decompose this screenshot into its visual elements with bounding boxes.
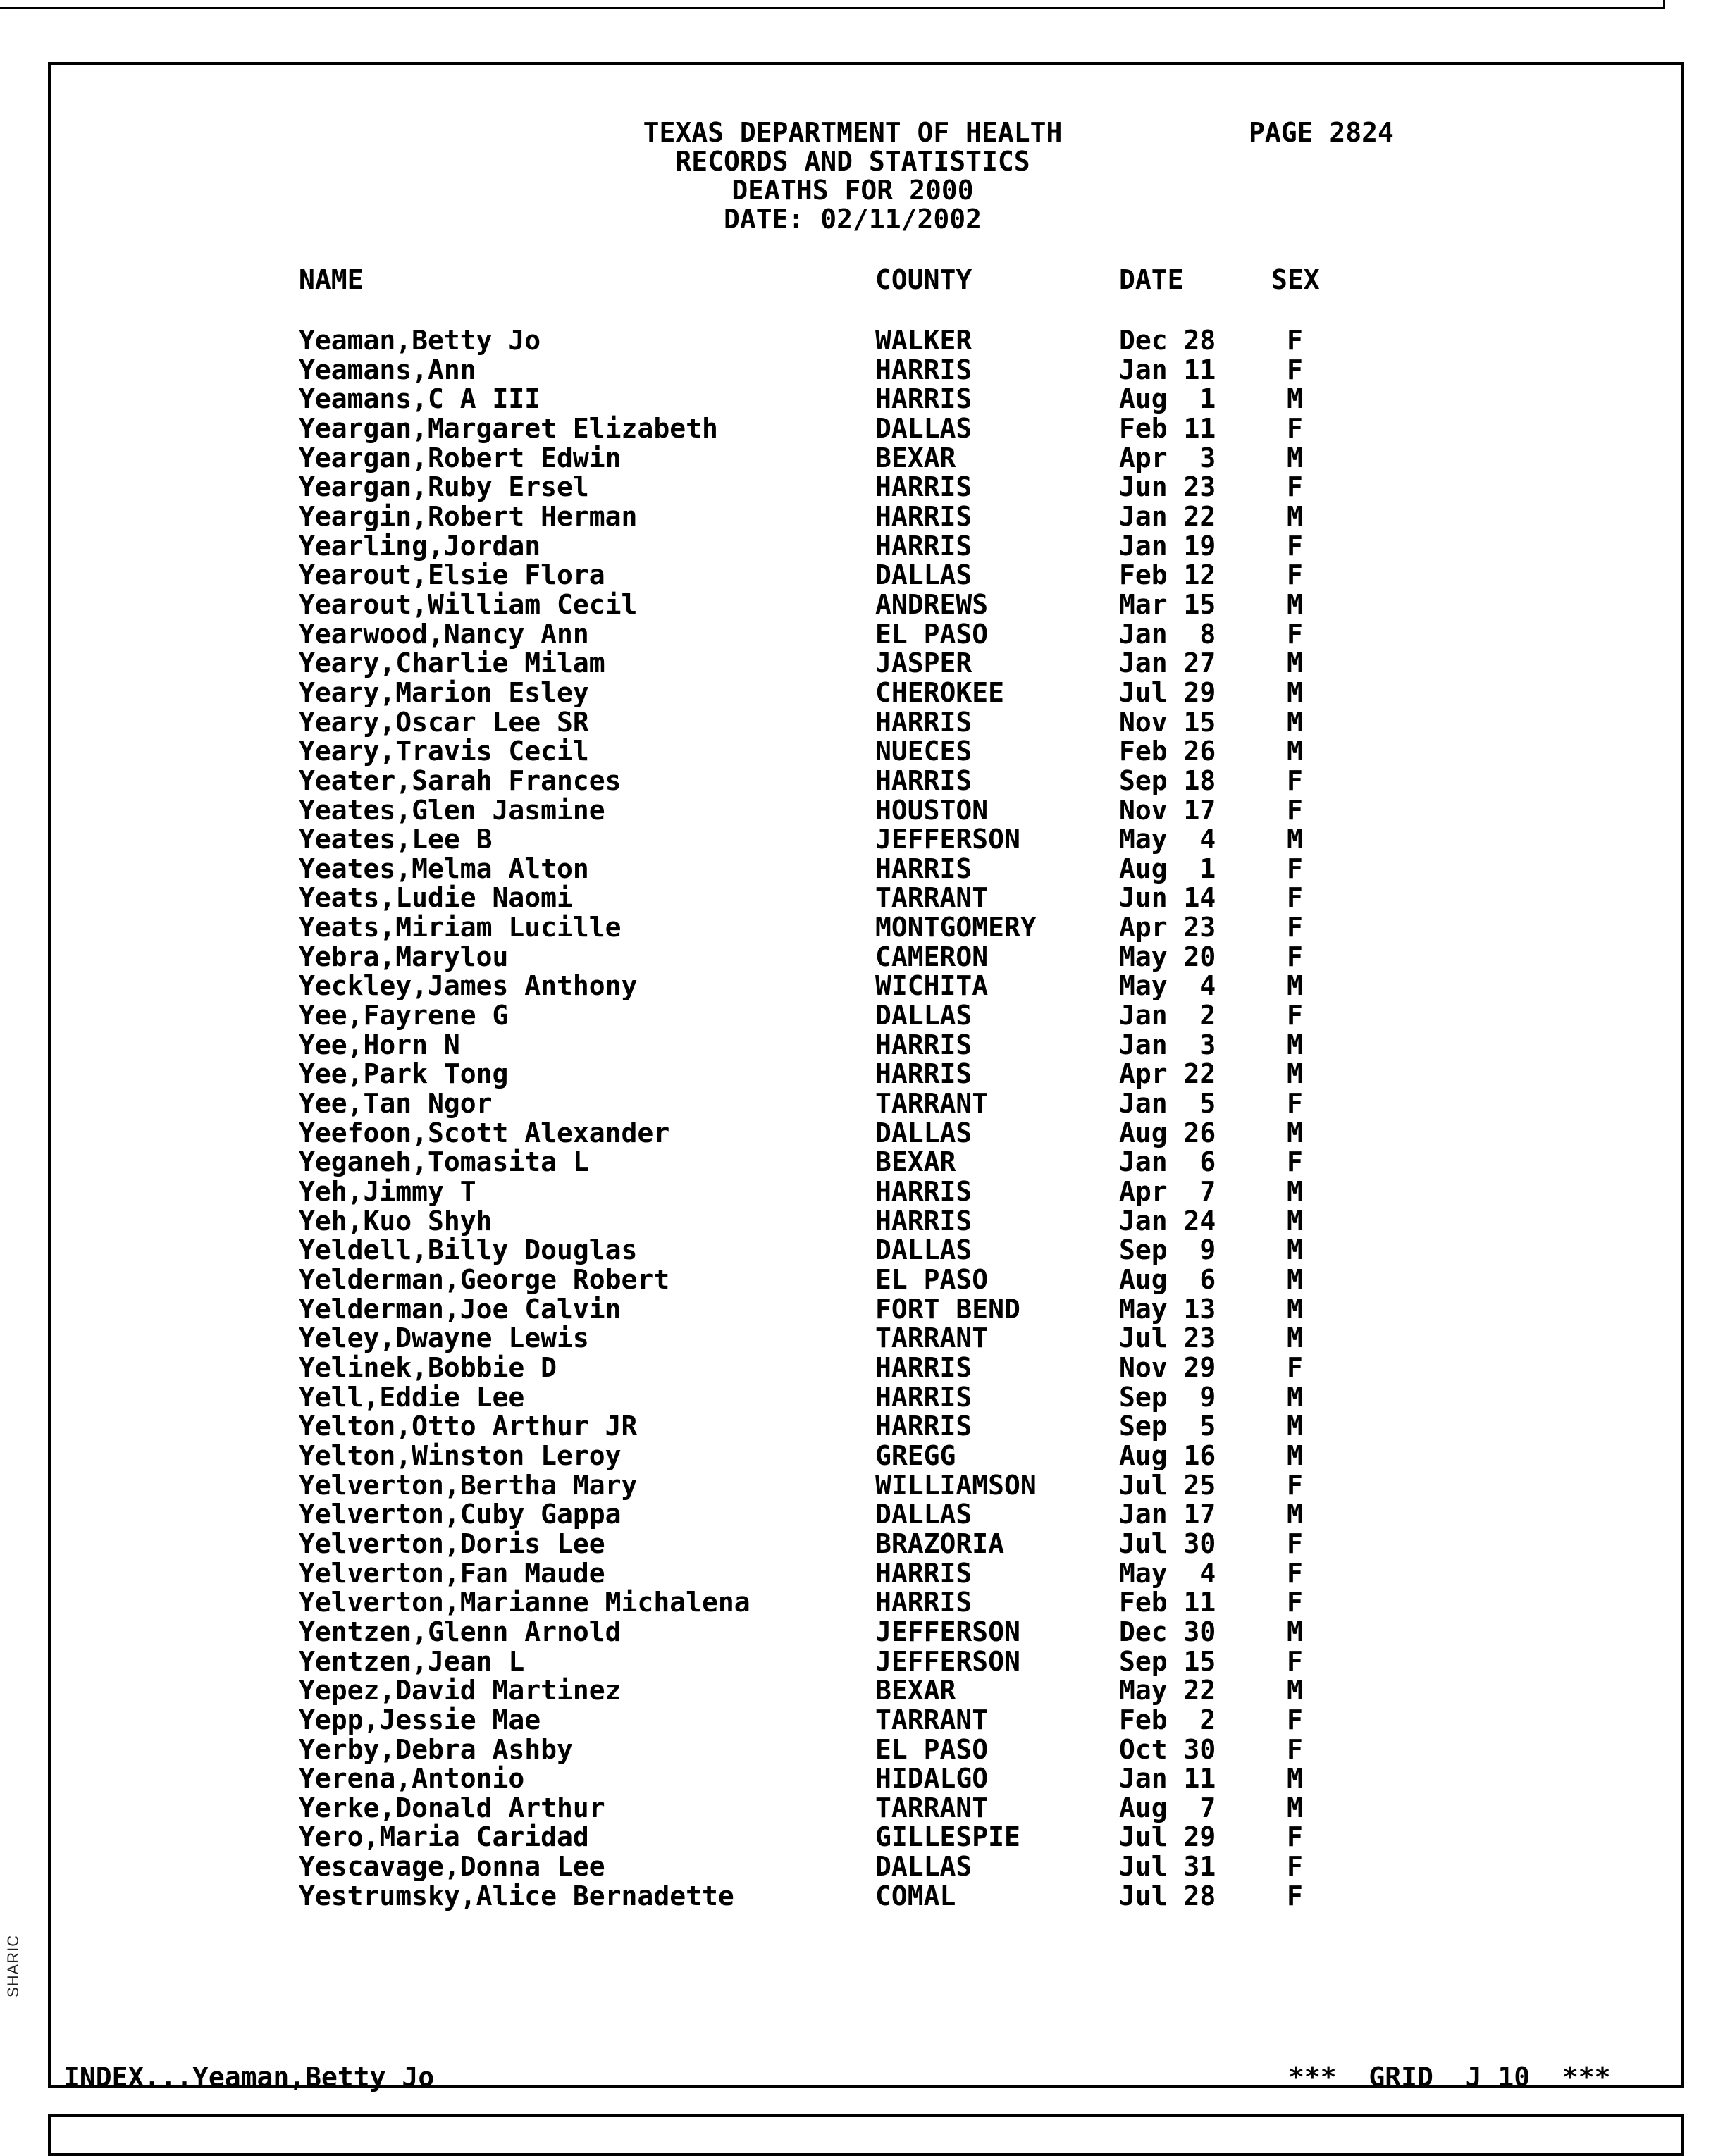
record-sex: F: [1287, 325, 1303, 356]
record-date: Jan 8: [1119, 618, 1216, 650]
list-item: [0, 972, 1711, 1001]
list-item: [0, 1706, 1711, 1735]
column-header-date: DATE: [1119, 264, 1184, 295]
record-date: Apr 7: [1119, 1176, 1216, 1208]
header-division: RECORDS AND STATISTICS: [675, 146, 1030, 177]
record-sex: M: [1287, 1176, 1303, 1208]
record-date: Jan 6: [1119, 1146, 1216, 1178]
column-header-county: COUNTY: [875, 264, 972, 295]
record-name: Yee,Fayrene G: [299, 1000, 509, 1031]
record-county: BEXAR: [875, 1146, 956, 1178]
record-date: Feb 2: [1119, 1704, 1216, 1735]
list-item: [0, 1588, 1711, 1618]
record-sex: M: [1287, 824, 1303, 855]
record-name: Yelinek,Bobbie D: [299, 1351, 557, 1383]
record-name: Yepp,Jessie Mae: [299, 1704, 541, 1735]
record-sex: F: [1287, 764, 1303, 796]
header-report-date: DATE: 02/11/2002: [723, 204, 982, 235]
record-name: Yelton,Otto Arthur JR: [299, 1411, 638, 1442]
record-sex: M: [1287, 736, 1303, 767]
list-item: [0, 502, 1711, 532]
list-item: [0, 1089, 1711, 1119]
list-item: [0, 1383, 1711, 1413]
record-date: Apr 3: [1119, 442, 1216, 473]
record-name: Yeates,Glen Jasmine: [299, 794, 605, 826]
record-sex: M: [1287, 1439, 1303, 1471]
record-date: Jan 22: [1119, 500, 1216, 532]
record-date: Jan 11: [1119, 354, 1216, 385]
record-name: Yeary,Charlie Milam: [299, 648, 605, 679]
record-name: Yeley,Dwayne Lewis: [299, 1322, 589, 1354]
record-date: Aug 1: [1119, 853, 1216, 884]
list-item: [0, 1001, 1711, 1031]
record-county: DALLAS: [875, 1234, 972, 1266]
grid-reference: *** GRID J 10 ***: [1288, 2062, 1611, 2093]
record-county: HARRIS: [875, 706, 972, 738]
list-item: [0, 1764, 1711, 1794]
record-name: Yelderman,George Robert: [299, 1264, 670, 1295]
record-name: Yearout,William Cecil: [299, 588, 638, 620]
record-date: Jun 23: [1119, 471, 1216, 503]
record-county: TARRANT: [875, 882, 989, 914]
record-county: JEFFERSON: [875, 1645, 1020, 1677]
list-item: [0, 1060, 1711, 1089]
record-county: HARRIS: [875, 1205, 972, 1237]
record-date: Jan 3: [1119, 1029, 1216, 1060]
record-sex: F: [1287, 1821, 1303, 1853]
record-sex: M: [1287, 1381, 1303, 1413]
record-county: DALLAS: [875, 1499, 972, 1530]
record-county: CHEROKEE: [875, 676, 1005, 708]
record-name: Yeamans,C A III: [299, 383, 541, 415]
record-name: Yearling,Jordan: [299, 530, 541, 562]
record-county: WILLIAMSON: [875, 1469, 1037, 1501]
record-date: Jan 2: [1119, 1000, 1216, 1031]
list-item: [0, 1265, 1711, 1295]
record-sex: F: [1287, 1557, 1303, 1589]
list-item: [0, 1647, 1711, 1677]
record-county: HARRIS: [875, 530, 972, 562]
record-county: TARRANT: [875, 1322, 989, 1354]
record-date: Jul 29: [1119, 676, 1216, 708]
list-item: [0, 414, 1711, 444]
record-county: DALLAS: [875, 1117, 972, 1148]
record-sex: F: [1287, 354, 1303, 385]
record-name: Yerke,Donald Arthur: [299, 1792, 605, 1823]
record-date: Aug 1: [1119, 383, 1216, 415]
record-sex: M: [1287, 648, 1303, 679]
record-date: Nov 29: [1119, 1351, 1216, 1383]
record-sex: M: [1287, 1675, 1303, 1706]
header-agency: TEXAS DEPARTMENT OF HEALTH: [643, 117, 1063, 148]
record-sex: F: [1287, 1528, 1303, 1559]
record-name: Yebra,Marylou: [299, 941, 509, 972]
record-name: Yeats,Ludie Naomi: [299, 882, 573, 914]
record-sex: M: [1287, 1792, 1303, 1823]
record-name: Yelderman,Joe Calvin: [299, 1293, 622, 1325]
record-date: Jan 27: [1119, 648, 1216, 679]
record-date: Aug 6: [1119, 1264, 1216, 1295]
record-county: HARRIS: [875, 1381, 972, 1413]
list-item: [0, 676, 1711, 708]
record-name: Yero,Maria Caridad: [299, 1821, 589, 1853]
record-county: JEFFERSON: [875, 1616, 1020, 1647]
list-item: [0, 1500, 1711, 1530]
record-name: Yeats,Miriam Lucille: [299, 912, 622, 943]
record-sex: M: [1287, 1205, 1303, 1237]
record-sex: M: [1287, 1322, 1303, 1354]
record-county: EL PASO: [875, 1264, 989, 1295]
record-sex: F: [1287, 1645, 1303, 1677]
record-county: FORT BEND: [875, 1293, 1020, 1325]
record-name: Yelverton,Marianne Michalena: [299, 1587, 751, 1618]
record-name: Yell,Eddie Lee: [299, 1381, 525, 1413]
record-sex: M: [1287, 588, 1303, 620]
record-county: BRAZORIA: [875, 1528, 1005, 1559]
record-date: Oct 30: [1119, 1733, 1216, 1765]
record-date: Jul 28: [1119, 1880, 1216, 1912]
list-item: [0, 708, 1711, 738]
record-name: Yee,Tan Ngor: [299, 1088, 493, 1120]
list-item: [0, 473, 1711, 502]
record-county: HARRIS: [875, 471, 972, 503]
record-sex: F: [1287, 794, 1303, 826]
record-name: Yeargan,Robert Edwin: [299, 442, 622, 473]
record-name: Yelverton,Bertha Mary: [299, 1469, 638, 1501]
list-item: [0, 561, 1711, 590]
record-sex: M: [1287, 442, 1303, 473]
record-sex: M: [1287, 706, 1303, 738]
record-date: Sep 5: [1119, 1411, 1216, 1442]
list-item: [0, 1471, 1711, 1501]
death-records-list: [0, 326, 1711, 1911]
list-item: [0, 884, 1711, 913]
record-county: TARRANT: [875, 1088, 989, 1120]
column-header-name: NAME: [299, 264, 364, 295]
list-item: [0, 913, 1711, 943]
record-name: Yestrumsky,Alice Bernadette: [299, 1880, 734, 1912]
list-item: [0, 825, 1711, 855]
record-sex: F: [1287, 912, 1303, 943]
record-sex: F: [1287, 559, 1303, 591]
record-county: HARRIS: [875, 354, 972, 385]
list-item: [0, 1735, 1711, 1765]
list-item: [0, 1439, 1711, 1471]
record-date: Aug 7: [1119, 1792, 1216, 1823]
record-county: TARRANT: [875, 1704, 989, 1735]
record-county: DALLAS: [875, 1851, 972, 1883]
list-item: [0, 737, 1711, 767]
record-date: Nov 17: [1119, 794, 1216, 826]
list-item: [0, 1207, 1711, 1237]
record-name: Yelverton,Fan Maude: [299, 1557, 605, 1589]
record-sex: F: [1287, 1000, 1303, 1031]
record-date: Jul 29: [1119, 1821, 1216, 1853]
record-county: CAMERON: [875, 941, 989, 972]
record-county: DALLAS: [875, 412, 972, 444]
record-county: HARRIS: [875, 1557, 972, 1589]
record-sex: M: [1287, 1117, 1303, 1148]
record-county: JEFFERSON: [875, 824, 1020, 855]
record-date: Sep 18: [1119, 764, 1216, 796]
record-date: Mar 15: [1119, 588, 1216, 620]
header-report-title: DEATHS FOR 2000: [731, 175, 974, 206]
record-date: Sep 15: [1119, 1645, 1216, 1677]
record-date: Nov 15: [1119, 706, 1216, 738]
record-county: DALLAS: [875, 559, 972, 591]
record-sex: F: [1287, 1733, 1303, 1765]
record-name: Yee,Horn N: [299, 1029, 460, 1060]
record-county: HIDALGO: [875, 1763, 989, 1795]
record-sex: M: [1287, 500, 1303, 532]
record-date: Sep 9: [1119, 1234, 1216, 1266]
list-item: [0, 1852, 1711, 1882]
record-sex: F: [1287, 853, 1303, 884]
record-name: Yerby,Debra Ashby: [299, 1733, 573, 1765]
record-sex: M: [1287, 1029, 1303, 1060]
record-county: ANDREWS: [875, 588, 989, 620]
list-item: [0, 1295, 1711, 1325]
record-sex: M: [1287, 1293, 1303, 1325]
record-name: Yeary,Marion Esley: [299, 676, 589, 708]
record-date: Aug 16: [1119, 1439, 1216, 1471]
list-item: [0, 1618, 1711, 1647]
record-county: HOUSTON: [875, 794, 989, 826]
record-name: Yeater,Sarah Frances: [299, 764, 622, 796]
record-county: DALLAS: [875, 1000, 972, 1031]
list-item: [0, 649, 1711, 679]
record-sex: M: [1287, 1616, 1303, 1647]
bottom-frame-border: [48, 2114, 1684, 2156]
list-item: [0, 444, 1711, 473]
record-county: HARRIS: [875, 1411, 972, 1442]
record-name: Yeganeh,Tomasita L: [299, 1146, 589, 1178]
record-name: Yeates,Lee B: [299, 824, 493, 855]
record-county: HARRIS: [875, 764, 972, 796]
record-county: COMAL: [875, 1880, 956, 1912]
list-item: [0, 1119, 1711, 1148]
top-frame-border: [0, 0, 1665, 9]
list-item: [0, 1794, 1711, 1823]
list-item: [0, 1676, 1711, 1706]
record-county: HARRIS: [875, 500, 972, 532]
record-date: Jul 25: [1119, 1469, 1216, 1501]
record-name: Yepez,David Martinez: [299, 1675, 622, 1706]
record-sex: F: [1287, 1851, 1303, 1883]
record-sex: M: [1287, 970, 1303, 1002]
record-date: Feb 12: [1119, 559, 1216, 591]
record-name: Yeary,Travis Cecil: [299, 736, 589, 767]
report-header: [465, 118, 1240, 234]
record-name: Yeargan,Ruby Ersel: [299, 471, 589, 503]
record-name: Yee,Park Tong: [299, 1058, 509, 1090]
list-item: [0, 620, 1711, 650]
record-date: Dec 30: [1119, 1616, 1216, 1647]
column-header-sex: SEX: [1271, 264, 1320, 295]
record-date: Aug 26: [1119, 1117, 1216, 1148]
record-sex: M: [1287, 1499, 1303, 1530]
record-date: May 13: [1119, 1293, 1216, 1325]
record-date: Jul 30: [1119, 1528, 1216, 1559]
list-item: [0, 1031, 1711, 1060]
record-county: HARRIS: [875, 1587, 972, 1618]
record-name: Yerena,Antonio: [299, 1763, 525, 1795]
record-name: Yearout,Elsie Flora: [299, 559, 605, 591]
list-item: [0, 590, 1711, 620]
record-sex: F: [1287, 1351, 1303, 1383]
record-county: MONTGOMERY: [875, 912, 1037, 943]
list-item: [0, 356, 1711, 385]
list-item: [0, 1559, 1711, 1589]
record-name: Yeargan,Margaret Elizabeth: [299, 412, 718, 444]
record-county: BEXAR: [875, 442, 956, 473]
record-county: BEXAR: [875, 1675, 956, 1706]
record-date: Jan 19: [1119, 530, 1216, 562]
record-name: Yeldell,Billy Douglas: [299, 1234, 638, 1266]
record-sex: M: [1287, 676, 1303, 708]
page-number: PAGE 2824: [1249, 117, 1394, 148]
record-county: HARRIS: [875, 1029, 972, 1060]
record-date: Dec 28: [1119, 325, 1216, 356]
record-county: EL PASO: [875, 618, 989, 650]
record-name: Yearwood,Nancy Ann: [299, 618, 589, 650]
list-item: [0, 1823, 1711, 1852]
record-county: JASPER: [875, 648, 972, 679]
list-item: [0, 943, 1711, 972]
record-name: Yeary,Oscar Lee SR: [299, 706, 589, 738]
record-sex: F: [1287, 941, 1303, 972]
record-date: Sep 9: [1119, 1381, 1216, 1413]
list-item: [0, 1324, 1711, 1353]
record-date: Feb 11: [1119, 412, 1216, 444]
record-sex: F: [1287, 618, 1303, 650]
record-county: WALKER: [875, 325, 972, 356]
record-date: Apr 23: [1119, 912, 1216, 943]
record-sex: F: [1287, 1146, 1303, 1178]
record-county: NUECES: [875, 736, 972, 767]
list-item: [0, 796, 1711, 826]
record-date: Jul 31: [1119, 1851, 1216, 1883]
record-county: TARRANT: [875, 1792, 989, 1823]
record-sex: F: [1287, 1088, 1303, 1120]
record-county: HARRIS: [875, 1351, 972, 1383]
index-label: INDEX...Yeaman,Betty Jo: [63, 2062, 435, 2093]
record-date: May 4: [1119, 970, 1216, 1002]
list-item: [0, 1177, 1711, 1207]
record-name: Yeates,Melma Alton: [299, 853, 589, 884]
record-date: Jun 14: [1119, 882, 1216, 914]
record-date: May 22: [1119, 1675, 1216, 1706]
record-date: Jan 11: [1119, 1763, 1216, 1795]
list-item: [0, 1412, 1711, 1442]
record-sex: F: [1287, 1704, 1303, 1735]
record-county: HARRIS: [875, 1058, 972, 1090]
record-sex: M: [1287, 1411, 1303, 1442]
record-date: Feb 26: [1119, 736, 1216, 767]
record-name: Yeaman,Betty Jo: [299, 325, 541, 356]
record-name: Yeh,Jimmy T: [299, 1176, 476, 1208]
list-item: [0, 1353, 1711, 1383]
record-date: Feb 11: [1119, 1587, 1216, 1618]
record-sex: M: [1287, 1264, 1303, 1295]
record-name: Yentzen,Jean L: [299, 1645, 525, 1677]
list-item: [0, 1236, 1711, 1265]
record-sex: M: [1287, 383, 1303, 415]
record-date: Jan 24: [1119, 1205, 1216, 1237]
record-name: Yeamans,Ann: [299, 354, 476, 385]
list-item: [0, 532, 1711, 562]
record-date: Jan 5: [1119, 1088, 1216, 1120]
record-date: May 20: [1119, 941, 1216, 972]
record-sex: M: [1287, 1058, 1303, 1090]
record-county: WICHITA: [875, 970, 989, 1002]
list-item: [0, 764, 1711, 796]
list-item: [0, 855, 1711, 884]
side-label: SHARIC: [4, 1934, 22, 1997]
record-sex: F: [1287, 1469, 1303, 1501]
list-item: [0, 326, 1711, 356]
list-item: [0, 1530, 1711, 1559]
record-name: Yelton,Winston Leroy: [299, 1439, 622, 1471]
list-item: [0, 1148, 1711, 1177]
record-sex: F: [1287, 412, 1303, 444]
record-county: EL PASO: [875, 1733, 989, 1765]
record-county: GREGG: [875, 1439, 956, 1471]
record-name: Yescavage,Donna Lee: [299, 1851, 605, 1883]
record-county: HARRIS: [875, 1176, 972, 1208]
record-name: Yeckley,James Anthony: [299, 970, 638, 1002]
record-sex: F: [1287, 1880, 1303, 1912]
record-county: HARRIS: [875, 853, 972, 884]
record-name: Yeargin,Robert Herman: [299, 500, 638, 532]
record-sex: F: [1287, 471, 1303, 503]
record-sex: F: [1287, 1587, 1303, 1618]
record-date: May 4: [1119, 824, 1216, 855]
record-county: GILLESPIE: [875, 1821, 1020, 1853]
record-sex: F: [1287, 530, 1303, 562]
record-date: May 4: [1119, 1557, 1216, 1589]
list-item: [0, 1882, 1711, 1912]
list-item: [0, 385, 1711, 414]
record-name: Yelverton,Doris Lee: [299, 1528, 605, 1559]
record-sex: M: [1287, 1763, 1303, 1795]
record-name: Yeh,Kuo Shyh: [299, 1205, 493, 1237]
record-sex: F: [1287, 882, 1303, 914]
record-name: Yelverton,Cuby Gappa: [299, 1499, 622, 1530]
record-sex: M: [1287, 1234, 1303, 1266]
record-name: Yentzen,Glenn Arnold: [299, 1616, 622, 1647]
record-date: Jul 23: [1119, 1322, 1216, 1354]
record-date: Jan 17: [1119, 1499, 1216, 1530]
record-date: Apr 22: [1119, 1058, 1216, 1090]
record-name: Yeefoon,Scott Alexander: [299, 1117, 670, 1148]
record-county: HARRIS: [875, 383, 972, 415]
